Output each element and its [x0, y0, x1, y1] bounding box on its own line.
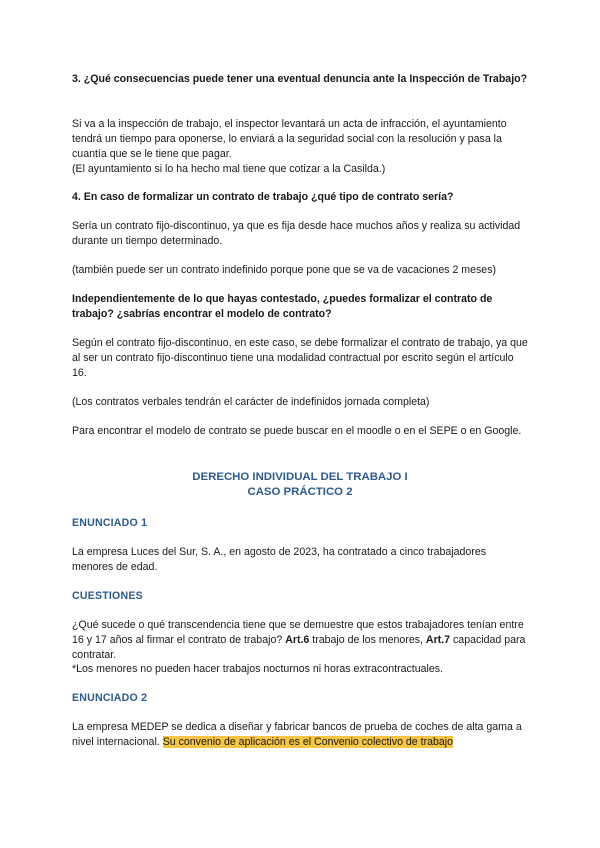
- enunciado-1-text: La empresa Luces del Sur, S. A., en agosto de 2023, ha contratado a cinco trabajadores menores de edad.: [72, 546, 487, 573]
- enunciado-2-text: [72, 720, 528, 750]
- page-title-line-1: DERECHO INDIVIDUAL DEL TRABAJO I: [192, 471, 408, 483]
- question-4-title: 4. En caso de formalizar un contrato de trabajo ¿qué tipo de contrato sería?: [72, 191, 454, 203]
- page-title-line-2: CASO PRÁCTICO 2: [247, 486, 353, 498]
- cuestiones-question-text: ¿Qué sucede o qué transcendencia tiene que se demuestre que estos trabajadores tenían entre 16 y 17 años al firmar el contrato de trabajo?: [72, 619, 524, 646]
- highlighted-text: Su convenio de aplicación es el Convenio colectivo de trabajo: [162, 736, 454, 748]
- article-6-ref: Art.6: [285, 634, 310, 646]
- question-4-note: (también puede ser un contrato indefinido porque pone que se va de vacaciones 2 meses): [72, 264, 497, 276]
- question-3-note: (El ayuntamiento si lo ha hecho mal tiene que cotizar a la Casilda.): [72, 163, 386, 175]
- question-3-answer: Si va a la inspección de trabajo, el inspector levantará un acta de infracción, el ayuntamiento tendrá un tiempo para oponerse, lo enviará a la seguridad social con la resolución y pasa la cuantía que se le tiene que pagar.: [72, 118, 507, 160]
- article-7-ref: Art.7: [425, 634, 451, 646]
- page-title: [72, 470, 528, 500]
- question-4-answer: Sería un contrato fijo-discontinuo, ya que es fija desde hace muchos años y realiza su actividad durante un tiempo determinado.: [72, 220, 521, 247]
- article-6-desc: trabajo de los menores,: [309, 634, 426, 646]
- article-7-desc: capacidad para contratar.: [72, 634, 526, 661]
- enunciado-2-heading: ENUNCIADO 2: [72, 692, 148, 704]
- question-3-title: 3. ¿Qué consecuencias puede tener una eventual denuncia ante la Inspección de Trabajo?: [72, 73, 528, 85]
- question-5-note: (Los contratos verbales tendrán el carácter de indefinidos jornada completa): [72, 396, 430, 408]
- cuestiones-heading: CUESTIONES: [72, 590, 143, 602]
- cuestiones-question: [72, 618, 528, 663]
- question-5-model: Para encontrar el modelo de contrato se puede buscar en el moodle o en el SEPE o en Google.: [72, 425, 522, 437]
- question-5-title: Independientemente de lo que hayas contestado, ¿puedes formalizar el contrato de trabajo? ¿sabrías encontrar el modelo de contrato?: [72, 293, 493, 320]
- enunciado-1-heading: ENUNCIADO 1: [72, 517, 148, 529]
- question-5-answer: Según el contrato fijo-discontinuo, en este caso, se debe formalizar el contrato de trabajo, ya que al ser un contrato fijo-discontinuo tiene una modalidad contractual por escrito según el artículo 16.: [72, 337, 528, 379]
- enunciado-2-body: La empresa MEDEP se dedica a diseñar y fabricar bancos de prueba de coches de alta gama a nivel internacional.: [72, 721, 522, 748]
- cuestiones-note: *Los menores no pueden hacer trabajos nocturnos ni horas extracontractuales.: [72, 663, 444, 675]
